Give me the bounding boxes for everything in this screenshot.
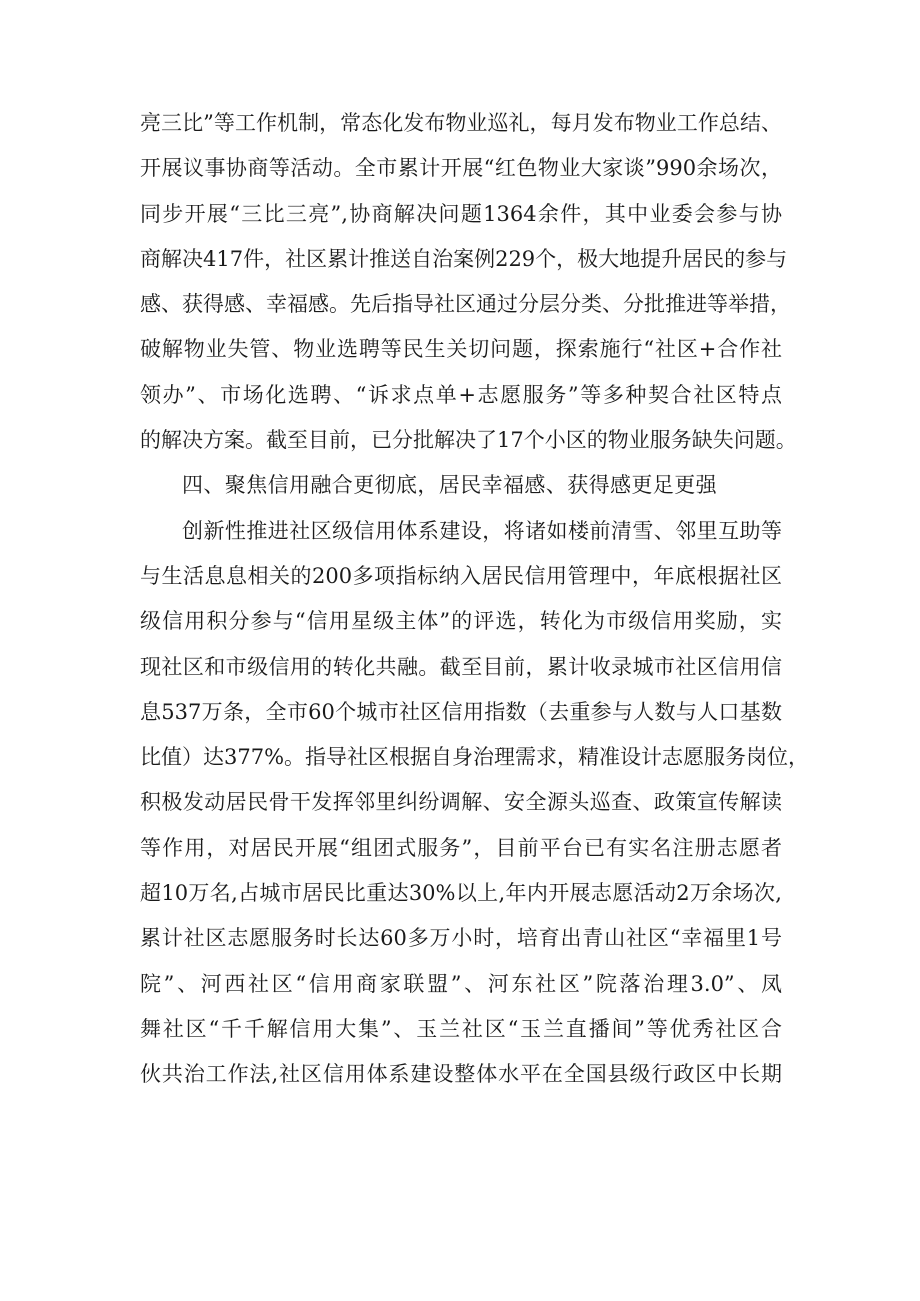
paragraph-line: 院”、河西社区“信用商家联盟”、河东社区”院落治理3.0”、凤 (140, 971, 782, 996)
paragraph-line: 超10万名,占城市居民比重达30%以上,年内开展志愿活动2万余场次, (140, 881, 782, 906)
paragraph-line: 累计社区志愿服务时长达60多万小时，培育出青山社区“幸福里1号 (140, 926, 782, 951)
paragraph-line: 商解决417件，社区累计推送自治案例229个，极大地提升居民的参与 (140, 246, 788, 271)
paragraph-line: 的解决方案。截至目前，已分批解决了17个小区的物业服务缺失问题。 (140, 428, 797, 453)
paragraph-line: 感、获得感、幸福感。先后指导社区通过分层分类、分批推进等举措， (140, 292, 791, 317)
section-heading: 四、聚焦信用融合更彻底，居民幸福感、获得感更足更强 (182, 473, 717, 498)
paragraph-line: 级信用积分参与“信用星级主体”的评选，转化为市级信用奖励，实 (140, 609, 782, 634)
paragraph-line: 开展议事协商等活动。全市累计开展“红色物业大家谈”990余场次， (140, 156, 782, 181)
paragraph-line: 与生活息息相关的200多项指标纳入居民信用管理中，年底根据社区 (140, 563, 782, 588)
paragraph-line: 舞社区“千千解信用大集”、玉兰社区“玉兰直播间”等优秀社区合 (140, 1016, 782, 1041)
paragraph-line: 领办”、市场化选聘、“诉求点单+志愿服务”等多种契合社区特点 (140, 382, 782, 407)
paragraph-line: 等作用，对居民开展“组团式服务”，目前平台已有实名注册志愿者 (140, 835, 782, 860)
paragraph-line: 创新性推进社区级信用体系建设，将诸如楼前清雪、邻里互助等 (182, 518, 782, 543)
paragraph-line: 同步开展“三比三亮”,协商解决问题1364余件，其中业委会参与协 (140, 201, 782, 226)
paragraph-line: 现社区和市级信用的转化共融。截至目前，累计收录城市社区信用信 (140, 654, 782, 679)
paragraph-line: 比值）达377%。指导社区根据自身治理需求，精准设计志愿服务岗位， (140, 745, 810, 770)
paragraph-line: 伙共治工作法,社区信用体系建设整体水平在全国县级行政区中长期 (140, 1062, 782, 1087)
document-body (140, 101, 810, 1098)
paragraph-line: 破解物业失管、物业选聘等民生关切问题，探索施行“社区+合作社 (140, 337, 782, 362)
paragraph-line: 息537万条，全市60个城市社区信用指数（去重参与人数与人口基数 (140, 699, 782, 724)
paragraph-line: 亮三比”等工作机制，常态化发布物业巡礼，每月发布物业工作总结、 (140, 111, 782, 135)
paragraph-line: 积极发动居民骨干发挥邻里纠纷调解、安全源头巡查、政策宣传解读 (140, 790, 782, 815)
